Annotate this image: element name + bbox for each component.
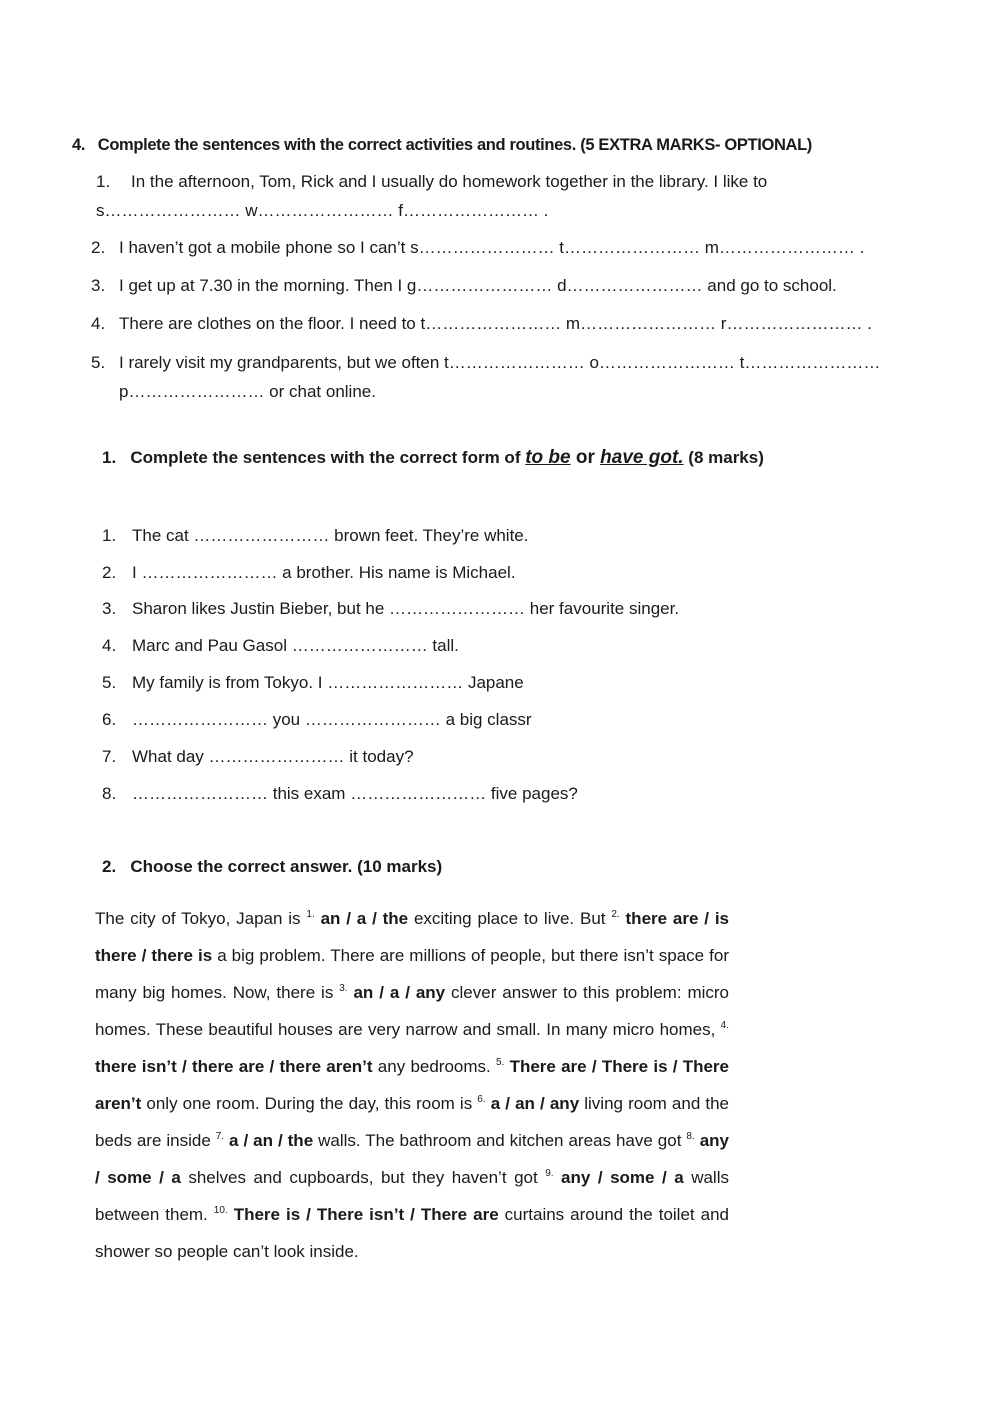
question-number: 10. xyxy=(213,1205,228,1216)
s1-item-7 xyxy=(102,747,414,767)
section1-heading-marks: (8 marks) xyxy=(683,448,764,467)
answer-options: there isn’t / there are / there aren’t xyxy=(95,1057,373,1076)
answer-options: an / a / the xyxy=(314,909,409,928)
section1-heading xyxy=(102,447,764,469)
s1-item-3-text: Sharon likes Justin Bieber, but he …………………… her favourite singer. xyxy=(132,599,680,618)
s1-item-6-num: 6. xyxy=(102,710,117,729)
s1-item-5-num: 5. xyxy=(102,673,117,692)
s4-item-1-line2: s…………………… w…………………… f…………………… . xyxy=(96,201,549,220)
s1-item-3-num: 3. xyxy=(102,599,117,618)
section4-title: 4. Complete the sentences with the correct activities and routines. (5 EXTRA MARKS- OPTIONAL) xyxy=(72,136,812,154)
question-number: 5. xyxy=(496,1057,505,1068)
question-number: 4. xyxy=(720,1020,729,1031)
s1-item-6-text: …………………… you …………………… a big classr xyxy=(132,710,532,729)
paragraph-text: curtains around the toilet and shower so people can’t look inside. xyxy=(95,1205,730,1261)
s1-item-3 xyxy=(102,599,679,619)
section1-heading-to-be: to be xyxy=(525,447,571,468)
s1-item-1-num: 1. xyxy=(102,526,117,545)
answer-options: any / some / a xyxy=(553,1168,684,1187)
s4-item-3-text: I get up at 7.30 in the morning. Then I g…………………… d…………………… and go to school. xyxy=(119,276,837,295)
answer-options: There is / There isn’t / There are xyxy=(227,1205,499,1224)
paragraph-text: any bedrooms. xyxy=(372,1057,496,1076)
s1-item-8-text: …………………… this exam …………………… five pages? xyxy=(132,784,578,803)
paragraph-text: shelves and cupboards, but they haven’t got xyxy=(180,1168,546,1187)
s4-item-4-text: There are clothes on the floor. I need to t…………………… m…………………… r…………………… . xyxy=(119,314,872,333)
s1-item-4-num: 4. xyxy=(102,636,117,655)
question-number: 7. xyxy=(215,1131,225,1142)
s4-item-1-line1: In the afternoon, Tom, Rick and I usually do homework together in the library. I like to xyxy=(131,172,768,191)
question-number: 1. xyxy=(306,909,315,920)
s1-item-6 xyxy=(102,710,532,730)
s4-item-5-num: 5. xyxy=(91,353,106,372)
s1-item-2 xyxy=(102,563,516,583)
paragraph-text: exciting place to live. But xyxy=(408,909,612,928)
answer-options: a / an / the xyxy=(224,1131,314,1150)
s1-item-1 xyxy=(102,526,528,546)
s1-item-7-num: 7. xyxy=(102,747,117,766)
paragraph-text: only one room. During the day, this room is xyxy=(141,1094,478,1113)
s1-item-8 xyxy=(102,784,578,804)
answer-options: a / an / any xyxy=(485,1094,580,1113)
answer-options: There are / There is / There aren’t xyxy=(95,1057,730,1113)
answer-options: an / a / any xyxy=(347,983,446,1002)
s4-item-4 xyxy=(91,314,872,334)
s4-item-2-text: I haven’t got a mobile phone so I can’t s…………………… t…………………… m…………………… . xyxy=(119,238,865,257)
question-number: 2. xyxy=(611,909,620,920)
s4-item-1 xyxy=(96,172,767,192)
s4-item-3-num: 3. xyxy=(91,276,106,295)
paragraph-text: The city of Tokyo, Japan is xyxy=(95,909,307,928)
s4-item-3 xyxy=(91,276,837,296)
s4-item-5-line1: I rarely visit my grandparents, but we often t…………………… o…………………… t…………………… xyxy=(119,353,881,372)
s1-item-8-num: 8. xyxy=(102,784,117,803)
s1-item-5 xyxy=(102,673,524,693)
section1-heading-prefix: 1. Complete the sentences with the correct form of xyxy=(102,448,526,467)
s4-item-4-num: 4. xyxy=(91,314,106,333)
s4-item-5 xyxy=(91,353,880,373)
paragraph-text: living room and the beds are inside xyxy=(95,1094,729,1150)
paragraph-text: walls. The bathroom and kitchen areas have got xyxy=(313,1131,687,1150)
paragraph-text: a big problem. There are millions of people, but there isn’t space for many big homes. Now, there is xyxy=(95,946,729,1002)
question-number: 3. xyxy=(339,983,348,994)
s1-item-2-num: 2. xyxy=(102,563,117,582)
s4-item-1-num: 1. xyxy=(96,172,111,191)
s1-item-4-text: Marc and Pau Gasol …………………… tall. xyxy=(132,636,459,655)
s1-item-7-text: What day …………………… it today? xyxy=(132,747,414,766)
answer-options: there are / is there / there is xyxy=(95,909,730,965)
question-number: 6. xyxy=(477,1094,486,1105)
answer-options: any / some / a xyxy=(95,1131,729,1187)
question-number: 8. xyxy=(686,1131,695,1142)
s1-item-5-text: My family is from Tokyo. I …………………… Japane xyxy=(132,673,524,692)
paragraph-text: clever answer to this problem: micro homes. These beautiful houses are very narrow and small. In many micro homes, xyxy=(95,983,729,1039)
section2-heading: 2. Choose the correct answer. (10 marks) xyxy=(102,857,443,876)
section1-heading-have-got: have got. xyxy=(600,447,684,468)
s4-item-2 xyxy=(91,238,864,258)
s4-item-2-num: 2. xyxy=(91,238,106,257)
paragraph-text: walls between them. xyxy=(95,1168,729,1224)
section1-heading-or: or xyxy=(570,447,601,468)
s4-item-5-line2: p…………………… or chat online. xyxy=(119,382,376,401)
section2-paragraph xyxy=(95,900,729,1270)
s1-item-2-text: I …………………… a brother. His name is Michael. xyxy=(132,563,516,582)
question-number: 9. xyxy=(545,1168,554,1179)
s1-item-1-text: The cat …………………… brown feet. They’re white. xyxy=(132,526,529,545)
s1-item-4 xyxy=(102,636,459,656)
